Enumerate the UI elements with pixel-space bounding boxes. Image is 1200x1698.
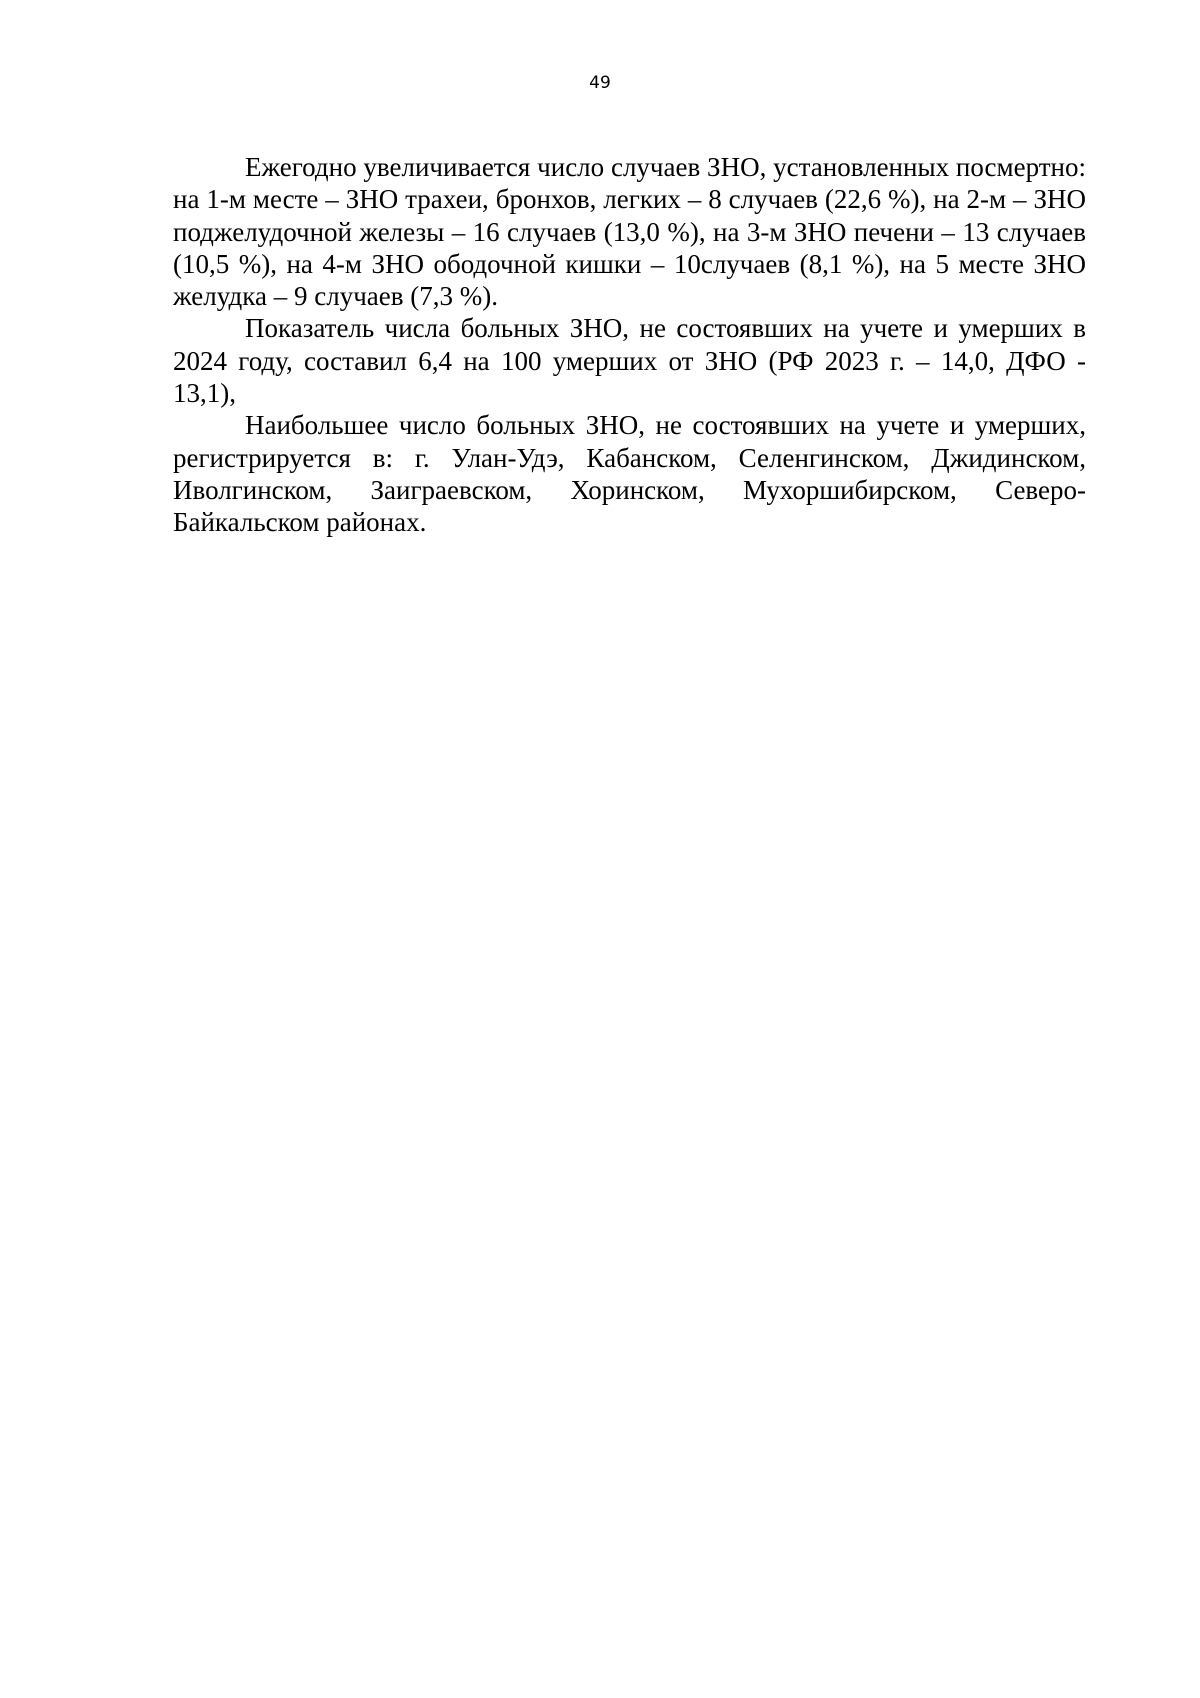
paragraph-posthumous-cases: Ежегодно увеличивается число случаев ЗНО, установленных посмертно: на 1-м месте – ЗНО трахеи, бронхов, легких – 8 случаев (22,6 %), на 2-м – ЗНО поджелудочной железы – 16 случаев (13,0 %), на 3-м ЗНО печени – 13 случаев (10,5 %), на 4-м ЗНО ободочной кишки – 10случаев (8,1 %), на 5 месте ЗНО желудка – 9 случаев (7,3 %).	[173, 152, 1086, 312]
body-text	[173, 151, 1086, 539]
page-number: 49	[589, 73, 611, 93]
paragraph-districts: Наибольшее число больных ЗНО, не состоявших на учете и умерших, регистрируется в: г. Улан-Удэ, Кабанском, Селенгинском, Джидинском, Иволгинском, Заиграевском, Хоринском, Мухоршибирском, Северо-Байкальском районах.	[173, 410, 1086, 538]
paragraph-unregistered-rate: Показатель числа больных ЗНО, не состоявших на учете и умерших в 2024 году, составил 6,4 на 100 умерших от ЗНО (РФ 2023 г. – 14,0, ДФО - 13,1),	[173, 313, 1086, 409]
